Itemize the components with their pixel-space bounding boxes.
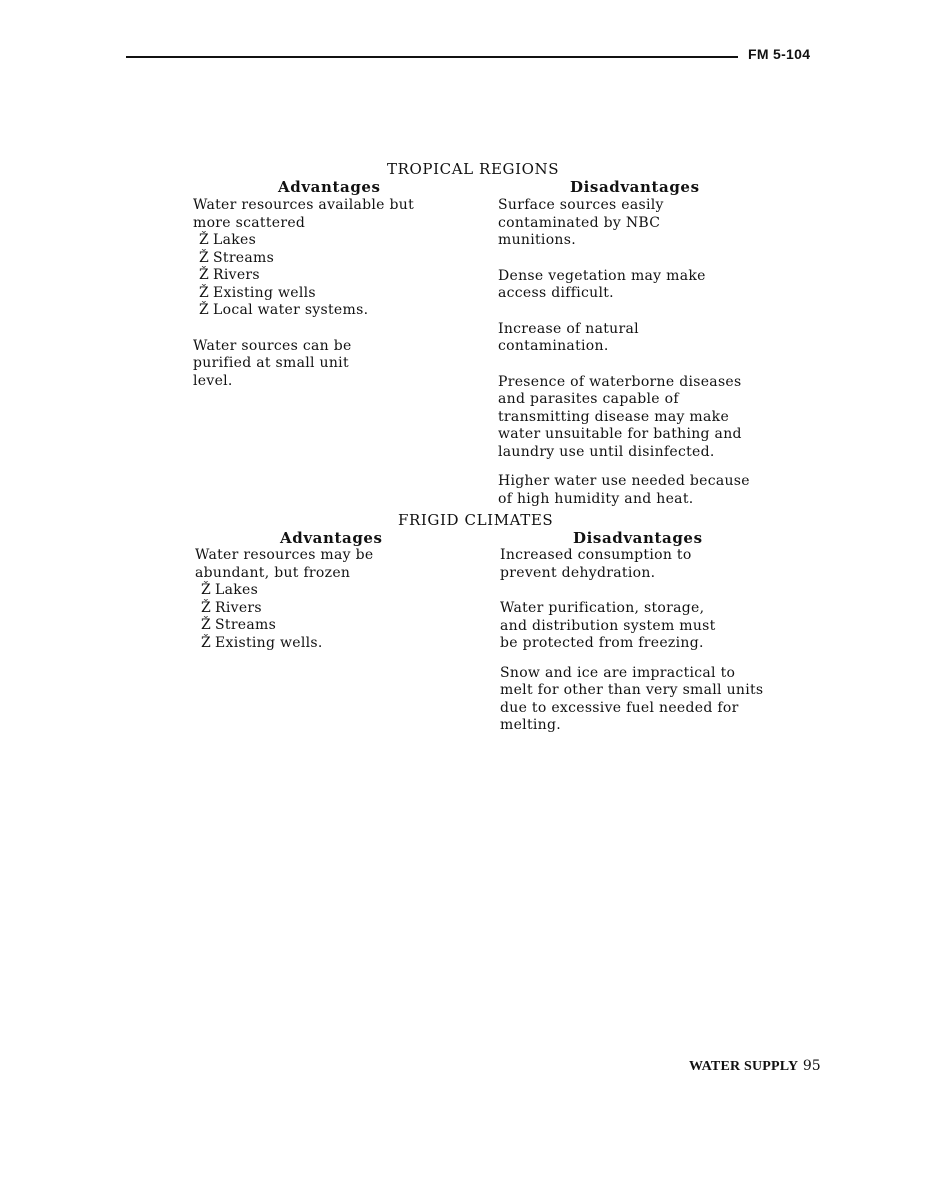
list-item: Ž Rivers [201, 599, 262, 616]
list-item: Ž Rivers [199, 267, 260, 283]
header-rule [126, 56, 738, 58]
list-item: Ž Lakes [201, 582, 259, 598]
frigid-advantages-column [195, 547, 420, 652]
list-item: Ž Existing wells [199, 284, 316, 301]
list-item: Ž Streams [199, 249, 275, 266]
section-title-tropical: TROPICAL REGIONS [387, 160, 560, 178]
tropical-disadvantage-item: Increase of natural contamination. [498, 320, 639, 354]
bullet-icon: Ž [199, 232, 210, 248]
tropical-advantages-intro: Water resources available but more scattered [193, 197, 415, 231]
tropical-disadvantage-item: Dense vegetation may make access difficult. [498, 267, 706, 301]
bullet-icon: Ž [199, 249, 210, 266]
page-number: 95 [802, 1058, 821, 1074]
tropical-disadvantages-heading: Disadvantages [570, 178, 700, 196]
frigid-advantages-list [195, 582, 420, 652]
tropical-advantages-heading: Advantages [278, 178, 381, 196]
bullet-icon: Ž [199, 284, 210, 301]
manual-code: FM 5-104 [748, 46, 811, 62]
bullet-icon: Ž [199, 267, 210, 283]
frigid-disadvantage-item: Increased consumption to prevent dehydration. [500, 547, 692, 581]
section-title-frigid: FRIGID CLIMATES [398, 511, 554, 529]
bullet-icon: Ž [199, 302, 210, 318]
list-item: Ž Local water systems. [199, 302, 369, 318]
frigid-advantages-heading: Advantages [280, 529, 383, 547]
bullet-icon: Ž [201, 617, 212, 633]
tropical-disadvantage-item: Surface sources easily contaminated by NBC munitions. [498, 197, 664, 248]
bullet-icon: Ž [201, 599, 212, 616]
page-footer [689, 1058, 821, 1075]
frigid-disadvantage-item: Snow and ice are impractical to melt for other than very small units due to excessive fuel needed for melting. [500, 664, 764, 733]
tropical-advantages-note: Water sources can be purified at small unit level. [193, 337, 352, 389]
bullet-icon: Ž [201, 634, 212, 651]
tropical-disadvantage-item: Presence of waterborne diseases and parasites capable of transmitting disease may make water unsuitable for bathing and laundry use until disinfected. [498, 373, 742, 460]
frigid-disadvantages-heading: Disadvantages [573, 529, 703, 547]
list-item: Ž Existing wells. [201, 634, 323, 651]
frigid-disadvantage-item: Water purification, storage, and distribution system must be protected from freezing. [500, 600, 716, 651]
list-item: Ž Lakes [199, 232, 257, 248]
list-item: Ž Streams [201, 617, 277, 633]
bullet-icon: Ž [201, 582, 212, 598]
tropical-advantages-column [193, 197, 418, 390]
footer-title: WATER SUPPLY [689, 1059, 799, 1074]
frigid-disadvantages-column [500, 547, 770, 735]
frigid-advantages-intro: Water resources may be abundant, but frozen [195, 547, 374, 581]
tropical-disadvantages-column [498, 197, 768, 508]
tropical-disadvantage-item: Higher water use needed because of high humidity and heat. [498, 473, 750, 507]
tropical-advantages-list [193, 232, 418, 320]
